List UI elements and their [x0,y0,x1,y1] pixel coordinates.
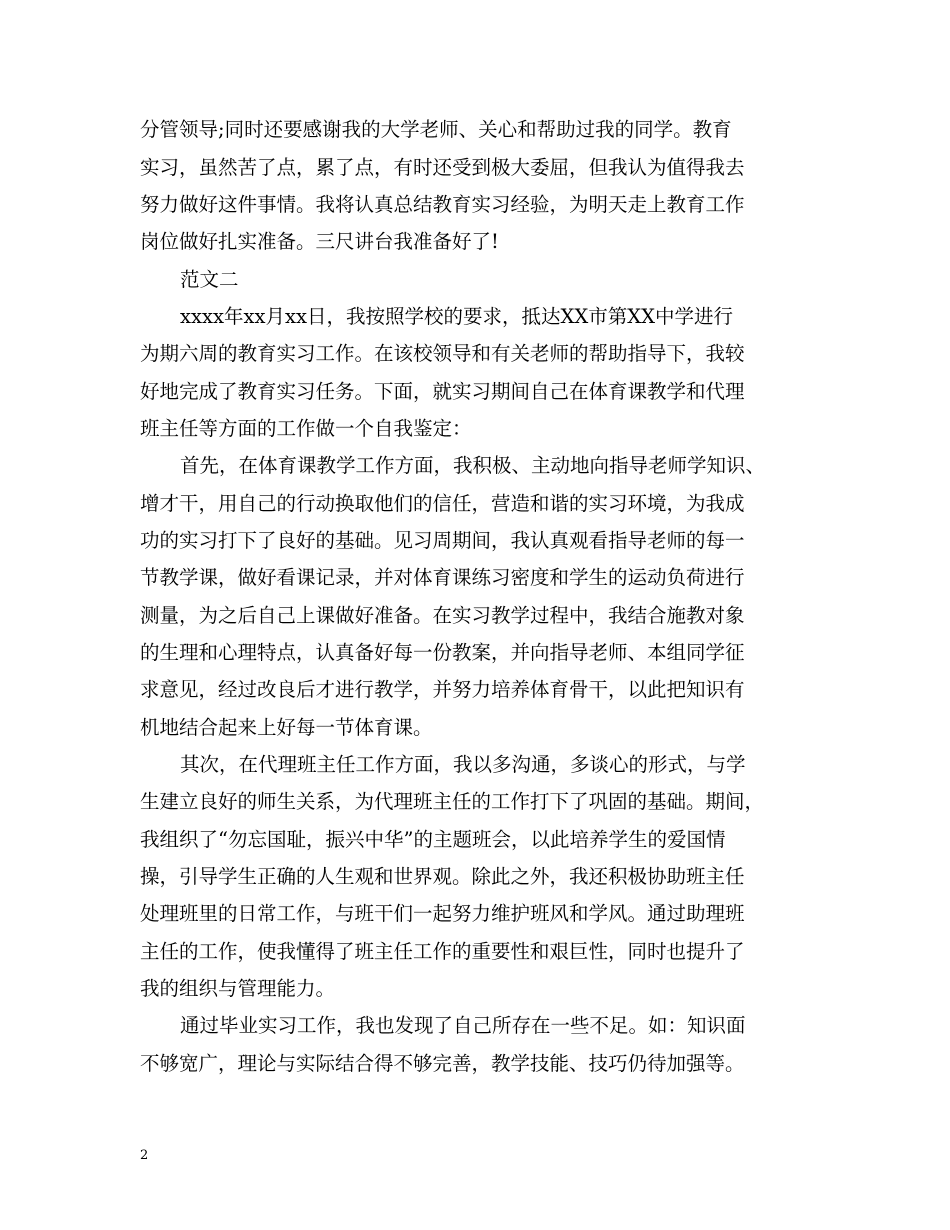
text-line: 实习，虽然苦了点，累了点，有时还受到极大委屈，但我认为值得我去 [140,156,745,179]
text-line: 机地结合起来上好每一节体育课。 [140,716,433,739]
section-heading: 范文二 [180,268,239,291]
text-line: 测量，为之后自己上课做好准备。在实习教学过程中，我结合施教对象 [140,604,745,627]
text-line: 分管领导;同时还要感谢我的大学老师、关心和帮助过我的同学。教育 [140,118,732,141]
text-line: 班主任等方面的工作做一个自我鉴定： [140,417,472,440]
text-line: 通过毕业实习工作，我也发现了自己所存在一些不足。如：知识面 [180,1014,746,1037]
text-line: 节教学课，做好看课记录，并对体育课练习密度和学生的运动负荷进行 [140,566,745,589]
text-line: 主任的工作，使我懂得了班主任工作的重要性和艰巨性，同时也提升了 [140,940,745,963]
text-line: 功的实习打下了良好的基础。见习周期间，我认真观看指导老师的每一 [140,529,745,552]
text-line: 为期六周的教育实习工作。在该校领导和有关老师的帮助指导下，我较 [140,342,745,365]
text-line: 我的组织与管理能力。 [140,977,336,1000]
text-line: 努力做好这件事情。我将认真总结教育实习经验，为明天走上教育工作 [140,193,745,216]
text-line: 不够宽广，理论与实际结合得不够完善，教学技能、技巧仍待加强等。 [140,1052,745,1075]
text-line: 处理班里的日常工作，与班干们一起努力维护班风和学风。通过助理班 [140,902,745,925]
text-line: xxxx年xx月xx日，我按照学校的要求，抵达XX市第XX中学进行 [180,305,734,328]
text-line: 首先，在体育课教学工作方面，我积极、主动地向指导老师学知识、 [180,454,766,477]
text-line: 增才干，用自己的行动换取他们的信任，营造和谐的实习环境，为我成 [140,492,745,515]
text-line: 岗位做好扎实准备。三尺讲台我准备好了! [140,230,499,253]
text-line: 求意见，经过改良后才进行教学，并努力培养体育骨干，以此把知识有 [140,678,745,701]
text-line: 我组织了“勿忘国耻，振兴中华”的主题班会，以此培养学生的爱国情 [140,828,726,851]
text-line: 的生理和心理特点，认真备好每一份教案，并向指导老师、本组同学征 [140,641,745,664]
text-line: 其次，在代理班主任工作方面，我以多沟通，多谈心的形式，与学 [180,753,746,776]
text-line: 操，引导学生正确的人生观和世界观。除此之外，我还积极协助班主任 [140,865,745,888]
page-number: 2 [140,1148,149,1163]
text-line: 生建立良好的师生关系，为代理班主任的工作打下了巩固的基础。期间， [140,790,765,813]
text-line: 好地完成了教育实习任务。下面，就实习期间自己在体育课教学和代理 [140,380,745,403]
